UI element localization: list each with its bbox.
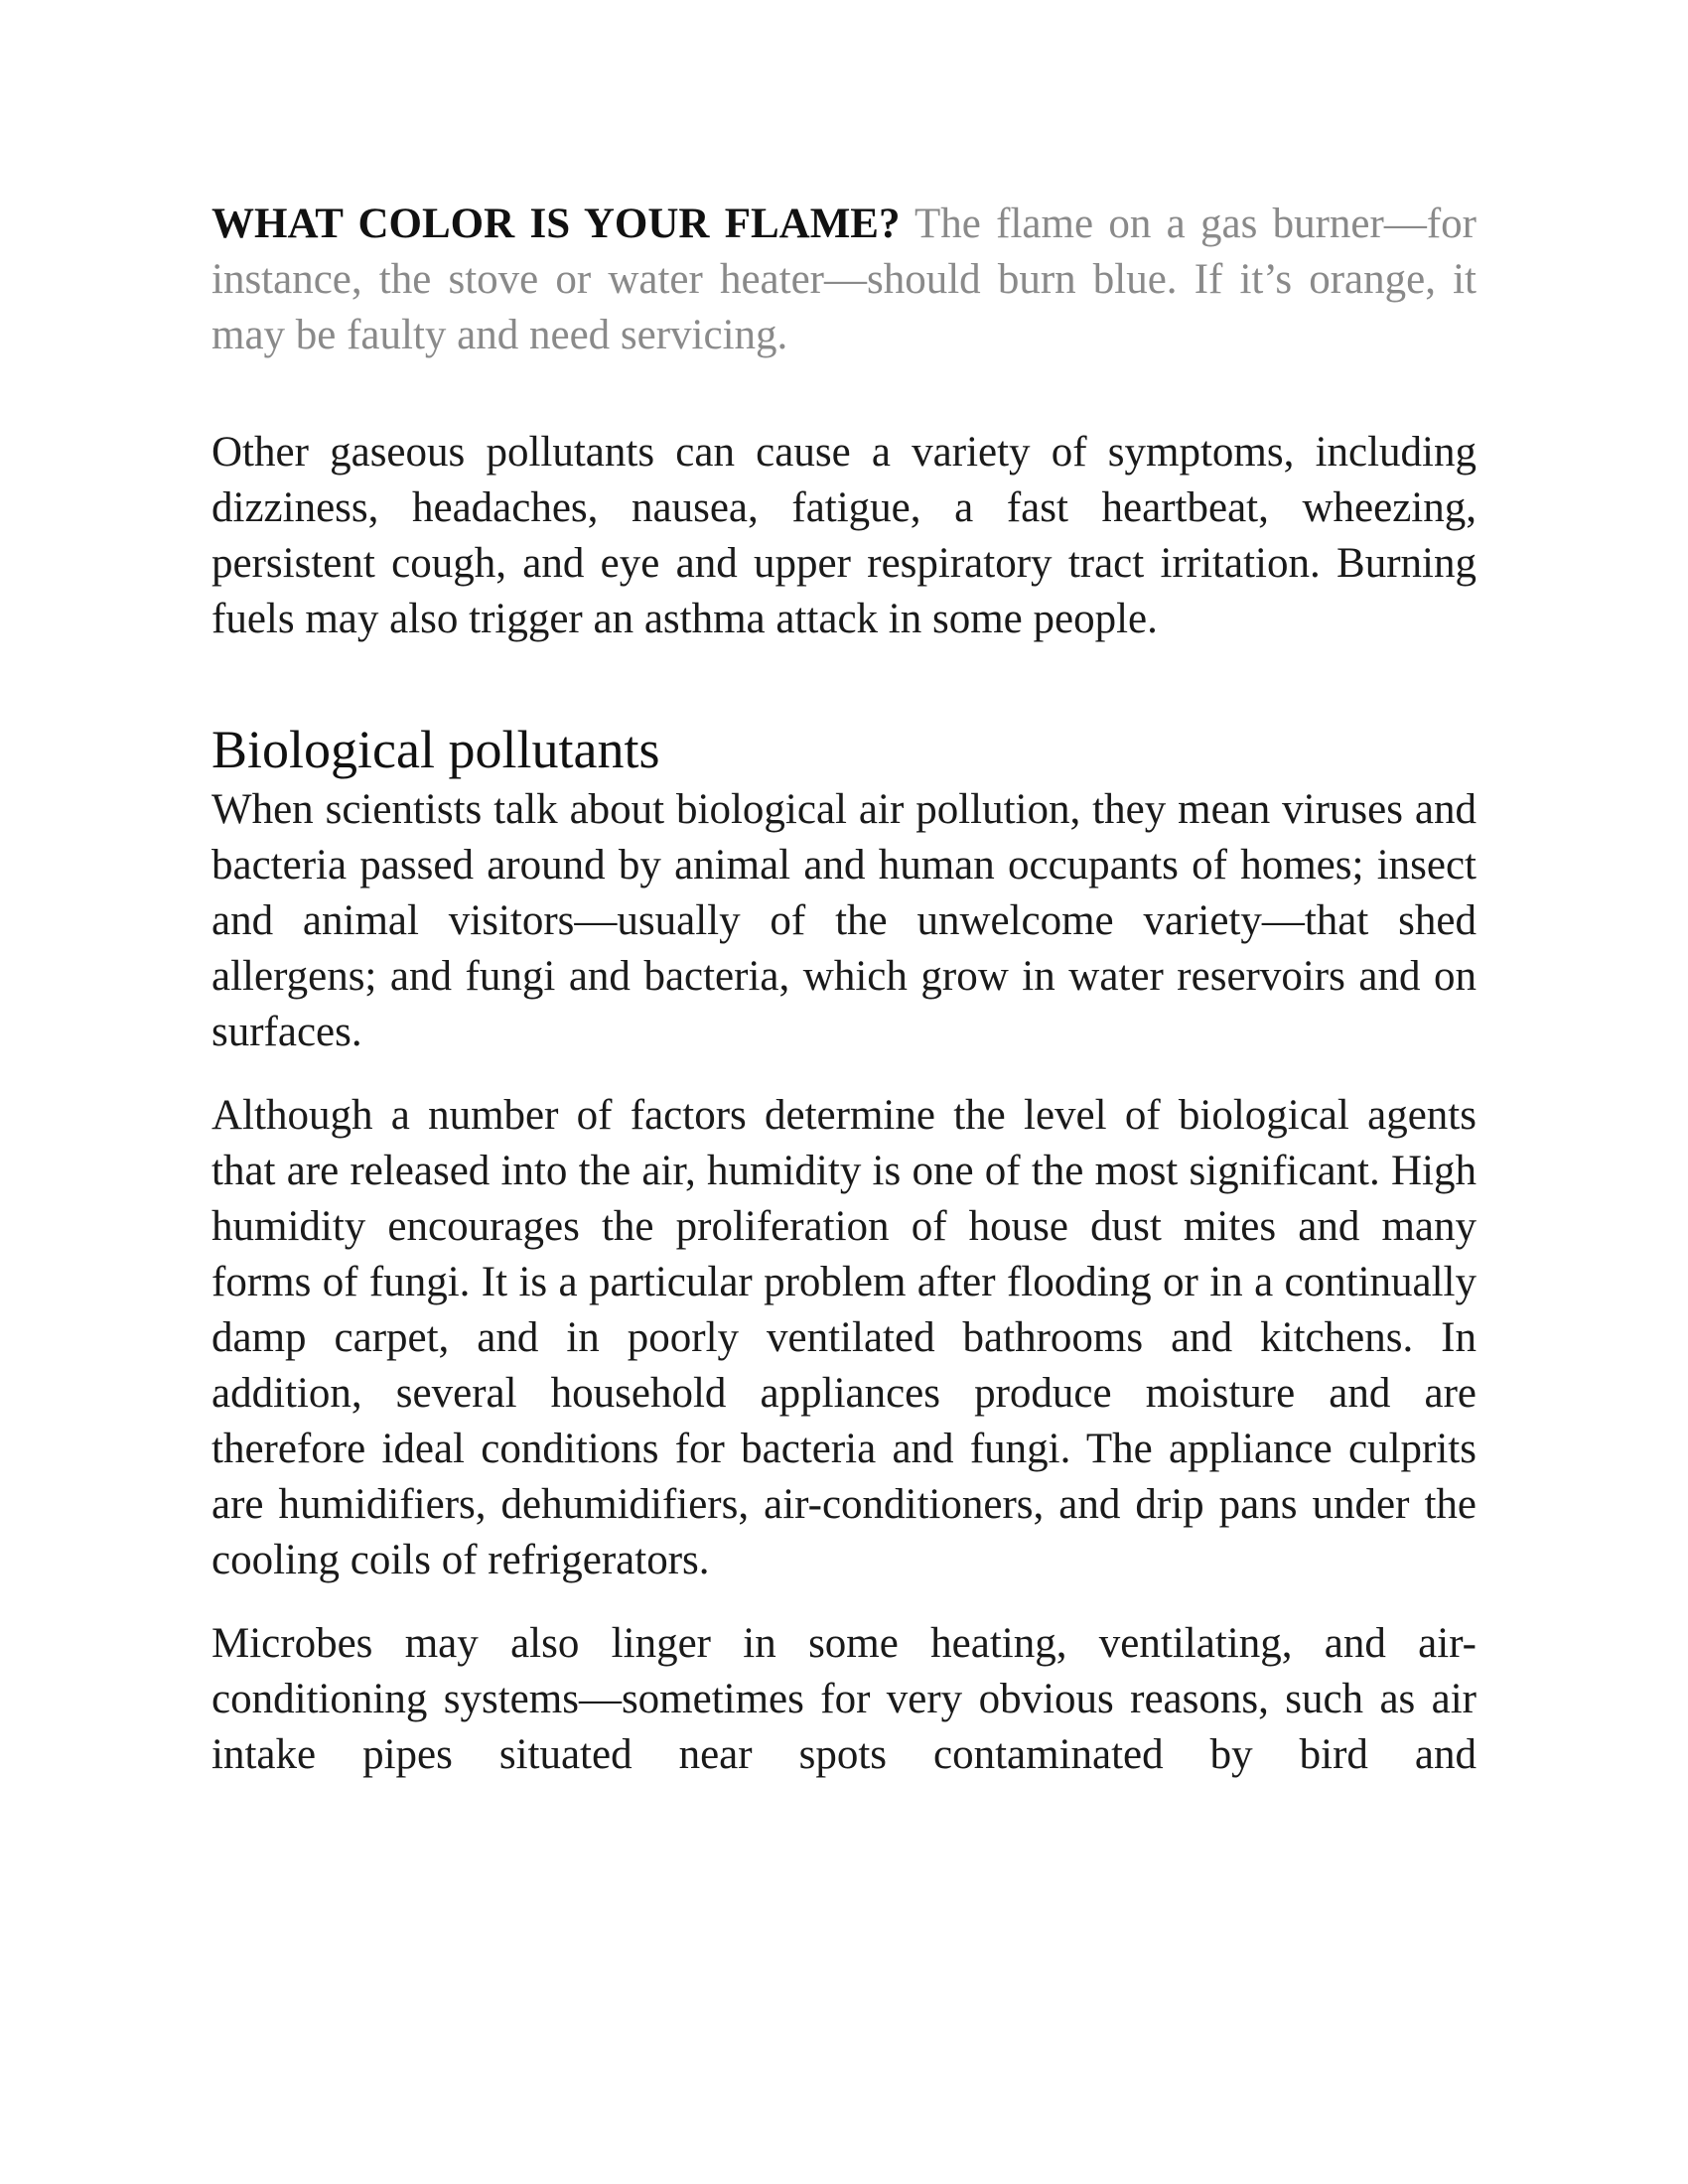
paragraph-gaseous-pollutants: Other gaseous pollutants can cause a variety of symptoms, including dizziness, headaches, nausea, fatigue, a fast heartbeat, wheezing, persistent cough, and eye and upper respiratory tract irritation. Burning fuels may also trigger an asthma attack in some people. — [211, 429, 1477, 642]
paragraph-humidity: Although a number of factors determine the level of biological agents that are released into the air, humidity is one of the most significant. High humidity encourages the proliferation of house dust mites and many forms of fungi. It is a particular problem after flooding or in a continually damp carpet, and in poorly ventilated bathrooms and kitchens. In addition, several household appliances produce moisture and are therefore ideal conditions for bacteria and fungi. The appliance culprits are humidifiers, dehumidifiers, air-conditioners, and drip pans under the cooling coils of refrigerators. — [211, 1092, 1477, 1583]
callout-heading: WHAT COLOR IS YOUR FLAME? — [211, 201, 901, 247]
paragraph-biological-definition: When scientists talk about biological air pollution, they mean viruses and bacteria passed around by animal and human occupants of homes; insect and animal visitors—usually of the unwelcome variety—that shed allergens; and fungi and bacteria, which grow in water reservoirs and on surfaces. — [211, 786, 1477, 1055]
paragraph-microbes: Microbes may also linger in some heating, ventilating, and air-conditioning systems—sometimes for very obvious reasons, such as air intake pipes situated near spots contaminated by bird and — [211, 1620, 1477, 1778]
document-page — [211, 197, 1477, 1811]
section-heading: Biological pollutants — [211, 720, 660, 779]
callout-body: The flame on a gas burner—for instance, the stove or water heater—should burn blue. If it’s orange, it may be faulty and need servicing. — [211, 201, 1477, 358]
flame-callout — [211, 197, 1477, 363]
